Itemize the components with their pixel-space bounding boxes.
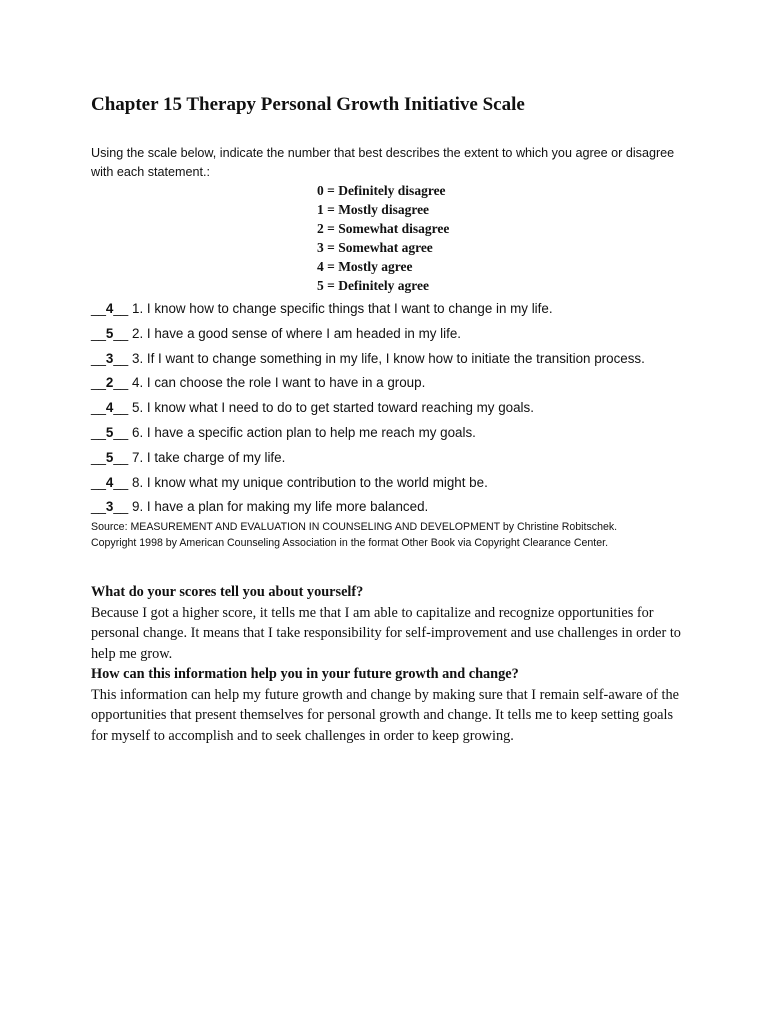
blank-suffix: __ (113, 325, 129, 341)
blank-prefix: __ (91, 449, 106, 465)
blank-suffix: __ (113, 350, 129, 366)
statement-list (91, 297, 645, 520)
statement-score: 4 (105, 301, 114, 316)
statement-text: 7. I take charge of my life. (132, 449, 286, 465)
statement-text: 6. I have a specific action plan to help me reach my goals. (132, 424, 476, 440)
copyright-line: Copyright 1998 by American Counseling Association in the format Other Book via Copyright Clearance Center. (91, 537, 609, 549)
statement-score: 4 (105, 474, 114, 490)
statement-item (91, 371, 645, 396)
blank-prefix: __ (91, 325, 106, 341)
source-citation (91, 519, 691, 551)
scale-option: 1 = Mostly disagree (317, 202, 430, 217)
statement-score: 5 (105, 424, 114, 440)
blank-prefix: __ (91, 350, 106, 366)
blank-suffix: __ (113, 301, 129, 316)
blank-prefix: __ (91, 400, 106, 416)
statement-score: 3 (105, 499, 114, 515)
statement-score: 3 (105, 350, 114, 366)
scale-option: 0 = Definitely disagree (317, 183, 446, 198)
statement-score: 5 (105, 325, 114, 341)
statement-item (91, 322, 645, 347)
statement-text: 3. If I want to change something in my life, I know how to initiate the transition process. (132, 350, 645, 366)
statement-text: 9. I have a plan for making my life more balanced. (132, 499, 429, 515)
statement-score: 4 (105, 400, 114, 416)
blank-suffix: __ (113, 499, 129, 515)
source-line: Source: MEASUREMENT AND EVALUATION IN COUNSELING AND DEVELOPMENT by Christine Robitschek. (91, 521, 618, 533)
statement-item (91, 495, 645, 520)
statement-item (91, 347, 645, 372)
statement-text: 2. I have a good sense of where I am headed in my life. (132, 325, 462, 341)
question-heading: What do your scores tell you about yourself? (91, 584, 364, 600)
question-heading: How can this information help you in your future growth and change? (91, 666, 519, 682)
statement-text: 1. I know how to change specific things that I want to change in my life. (132, 301, 553, 316)
scale-option: 5 = Definitely agree (317, 278, 430, 293)
statement-score: 5 (105, 449, 114, 465)
instructions: Using the scale below, indicate the number that best describes the extent to which you agree or disagree with each statement.: (91, 146, 675, 179)
statement-text: 4. I can choose the role I want to have in a group. (132, 375, 426, 391)
scale-option: 2 = Somewhat disagree (317, 221, 450, 236)
statement-score: 2 (105, 375, 114, 391)
statement-item (91, 421, 645, 446)
statement-text: 8. I know what my unique contribution to the world might be. (132, 474, 488, 490)
statement-item (91, 297, 645, 322)
page-title: Chapter 15 Therapy Personal Growth Initiative Scale (91, 94, 525, 115)
blank-prefix: __ (91, 474, 106, 490)
statement-item (91, 396, 645, 421)
blank-suffix: __ (113, 449, 129, 465)
blank-prefix: __ (91, 424, 106, 440)
statement-item (91, 446, 645, 471)
blank-suffix: __ (113, 474, 129, 490)
rating-scale (317, 181, 449, 295)
blank-prefix: __ (91, 375, 106, 391)
reflection-section (91, 582, 681, 746)
scale-option: 3 = Somewhat agree (317, 240, 433, 255)
answer-paragraph: This information can help my future growth and change by making sure that I remain self-aware of the opportunities that present themselves for personal growth and change. It tells me to keep setting goals for myself to accomplish and to seek challenges in order to keep growing. (91, 686, 679, 744)
answer-paragraph: Because I got a higher score, it tells me that I am able to capitalize and recognize opportunities for personal change. It means that I take responsibility for self-improvement and use challenges in order to help me grow. (91, 604, 681, 662)
blank-suffix: __ (113, 424, 129, 440)
blank-prefix: __ (91, 301, 106, 316)
statement-text: 5. I know what I need to do to get started toward reaching my goals. (132, 400, 534, 416)
statement-item (91, 471, 645, 496)
blank-suffix: __ (113, 400, 129, 416)
scale-option: 4 = Mostly agree (317, 259, 413, 274)
blank-prefix: __ (91, 499, 106, 515)
blank-suffix: __ (113, 375, 129, 391)
